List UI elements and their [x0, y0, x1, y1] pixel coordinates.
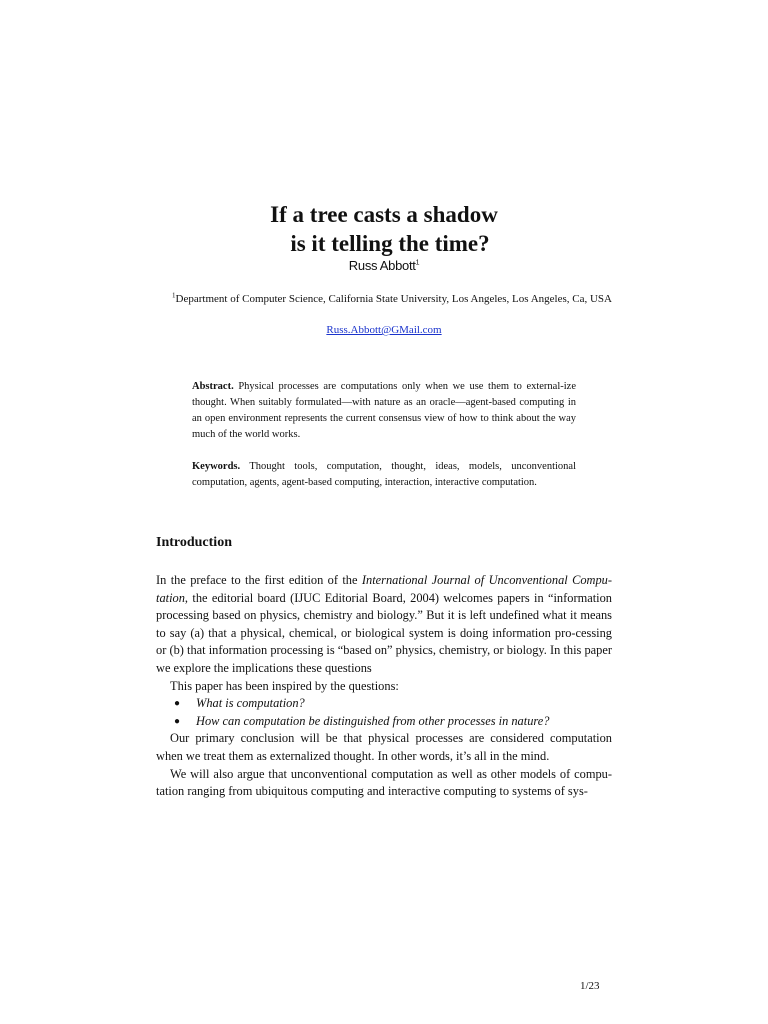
paper-title	[0, 200, 768, 258]
title-line-2: is it telling the time?	[290, 231, 490, 256]
author-name	[0, 258, 768, 273]
section-heading-introduction: Introduction	[156, 535, 232, 550]
email-link[interactable]: Russ.Abbott@GMail.com	[326, 324, 442, 336]
list-item-text: How can computation be distinguished from other processes in nature?	[196, 713, 550, 728]
keywords-text: Thought tools, computation, thought, ideas, models, unconventional computation, agents, agent-based computing, interaction, interactive computation.	[192, 461, 576, 488]
abstract	[192, 379, 576, 443]
paragraph-3: Our primary conclusion will be that physical processes are considered computation when we treat them as externalized thought. In other words, it’s all in the mind.	[156, 731, 612, 763]
bullet-icon: ●	[174, 698, 181, 710]
list-item	[156, 695, 612, 713]
question-list	[156, 695, 612, 730]
affiliation	[172, 291, 612, 307]
p1-start: In the preface to the first edition of the	[156, 573, 362, 587]
list-item-text: What is computation?	[196, 696, 305, 711]
journal-name: International Journal of Unconventional Compu-tation	[156, 573, 613, 605]
affiliation-text: Department of Computer Science, California State University, Los Angeles, Los Angeles, Ca, USA	[175, 293, 612, 305]
bullet-icon: ●	[174, 715, 181, 727]
keywords	[192, 459, 576, 491]
title-line-1: If a tree casts a shadow	[270, 202, 498, 227]
keywords-label: Keywords.	[192, 461, 241, 472]
body-text	[156, 572, 612, 801]
abstract-text: Physical processes are computations only when we use them to external-ize thought. When suitably formulated—with nature as an oracle—agent-based computing in an open environment represents the current consensus view of how to think about the way much of the world works.	[192, 381, 576, 440]
affiliation-mark: 1	[172, 291, 176, 300]
paragraph-1	[156, 572, 612, 678]
author-name-text: Russ Abbott	[348, 258, 416, 273]
list-item	[156, 713, 612, 731]
paragraph-4: We will also argue that unconventional computation as well as other models of compu-tation ranging from ubiquitous computing and interactive computing to systems of sys-	[156, 766, 612, 799]
author-email	[0, 324, 768, 336]
page-number: 1/23	[580, 980, 600, 992]
abstract-label: Abstract.	[192, 381, 234, 392]
p1-rest: , the editorial board (IJUC Editorial Board, 2004) welcomes papers in “information processing based on physics, chemistry and biology.” But it is left undefined what it means to say (a) that a physical, chemical, or biological system is doing information pro-cessing or (b) that information processing is “based on” physics, chemistry, or biology. In this paper we explore the implications these questions	[156, 590, 612, 675]
author-footnote-mark: 1	[415, 259, 420, 267]
paragraph-2: This paper has been inspired by the questions:	[170, 678, 399, 693]
